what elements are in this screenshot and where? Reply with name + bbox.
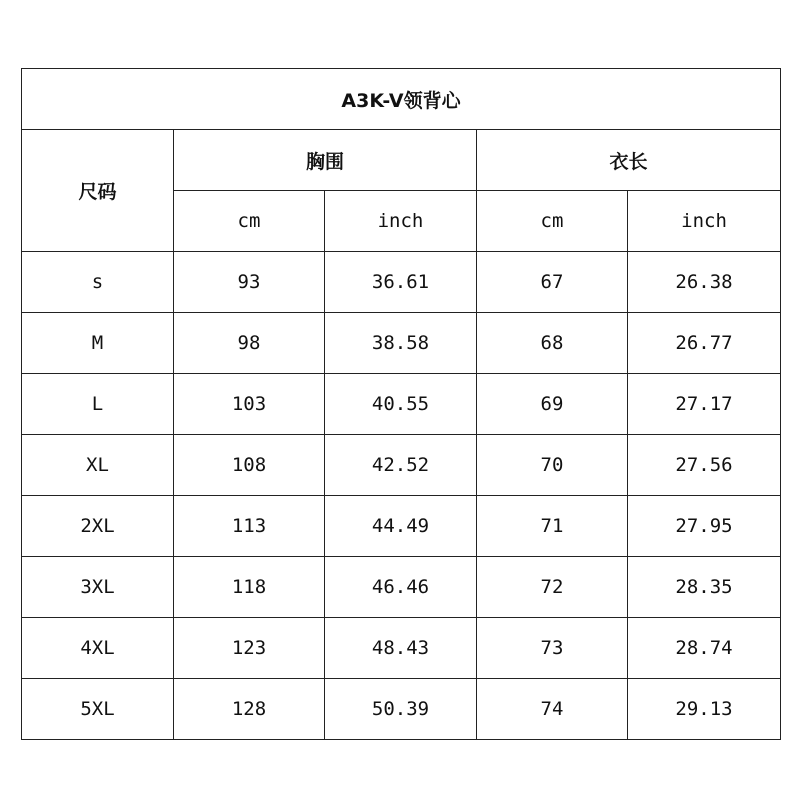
cell-size: XL <box>22 435 174 496</box>
cell-chest-cm: 113 <box>174 496 325 557</box>
size-chart-table <box>21 68 781 740</box>
length-inch-header: inch <box>628 191 781 252</box>
cell-chest-inch: 36.61 <box>325 252 477 313</box>
cell-length-cm: 67 <box>477 252 628 313</box>
table-row <box>22 557 781 618</box>
chest-inch-header: inch <box>325 191 477 252</box>
cell-length-inch: 27.56 <box>628 435 781 496</box>
cell-length-cm: 69 <box>477 374 628 435</box>
cell-chest-inch: 40.55 <box>325 374 477 435</box>
length-cm-header: cm <box>477 191 628 252</box>
cell-length-cm: 68 <box>477 313 628 374</box>
cell-chest-inch: 50.39 <box>325 679 477 740</box>
cell-size: 3XL <box>22 557 174 618</box>
table-row <box>22 313 781 374</box>
table-row <box>22 496 781 557</box>
cell-size: 4XL <box>22 618 174 679</box>
cell-chest-cm: 128 <box>174 679 325 740</box>
length-header: 衣长 <box>477 130 781 191</box>
table-row <box>22 252 781 313</box>
chest-header: 胸围 <box>174 130 477 191</box>
cell-size: s <box>22 252 174 313</box>
cell-size: 2XL <box>22 496 174 557</box>
cell-length-inch: 28.35 <box>628 557 781 618</box>
table-title: A3K-V领背心 <box>22 69 781 130</box>
table-row <box>22 618 781 679</box>
cell-chest-cm: 118 <box>174 557 325 618</box>
cell-length-cm: 72 <box>477 557 628 618</box>
table-row <box>22 679 781 740</box>
cell-size: M <box>22 313 174 374</box>
cell-size: 5XL <box>22 679 174 740</box>
size-header: 尺码 <box>22 130 174 252</box>
cell-length-inch: 29.13 <box>628 679 781 740</box>
cell-chest-cm: 108 <box>174 435 325 496</box>
cell-length-inch: 27.17 <box>628 374 781 435</box>
cell-chest-cm: 123 <box>174 618 325 679</box>
cell-chest-cm: 103 <box>174 374 325 435</box>
cell-length-cm: 73 <box>477 618 628 679</box>
table-row <box>22 435 781 496</box>
cell-chest-inch: 48.43 <box>325 618 477 679</box>
cell-chest-inch: 38.58 <box>325 313 477 374</box>
cell-chest-cm: 93 <box>174 252 325 313</box>
cell-chest-cm: 98 <box>174 313 325 374</box>
cell-length-inch: 28.74 <box>628 618 781 679</box>
cell-length-inch: 27.95 <box>628 496 781 557</box>
cell-size: L <box>22 374 174 435</box>
cell-length-inch: 26.77 <box>628 313 781 374</box>
chest-cm-header: cm <box>174 191 325 252</box>
cell-length-cm: 70 <box>477 435 628 496</box>
cell-chest-inch: 46.46 <box>325 557 477 618</box>
cell-length-cm: 74 <box>477 679 628 740</box>
cell-length-inch: 26.38 <box>628 252 781 313</box>
cell-length-cm: 71 <box>477 496 628 557</box>
cell-chest-inch: 42.52 <box>325 435 477 496</box>
cell-chest-inch: 44.49 <box>325 496 477 557</box>
table-row <box>22 374 781 435</box>
